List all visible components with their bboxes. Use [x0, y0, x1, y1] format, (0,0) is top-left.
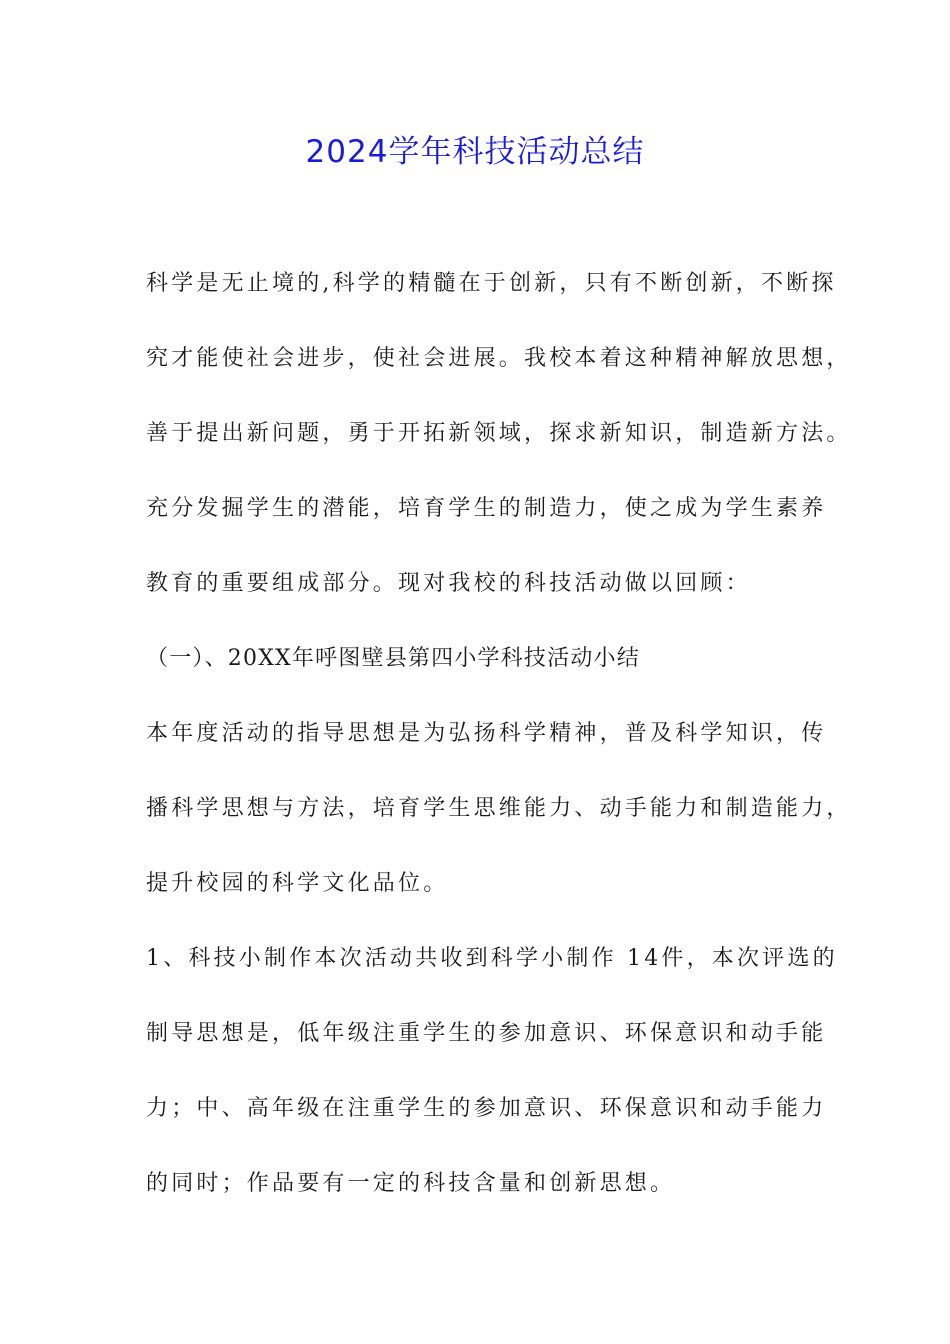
- paragraph-line: 究才能使社会进步，使社会进展。我校本着这种精神解放思想，: [146, 346, 852, 371]
- paragraph-line: 1、科技小制作本次活动共收到科学小制作 14件，本次评选的: [146, 946, 838, 971]
- paragraph-line: 力；中、高年级在注重学生的参加意识、环保意识和动手能力: [146, 1096, 827, 1121]
- paragraph-line: 的同时；作品要有一定的科技含量和创新思想。: [146, 1171, 676, 1196]
- paragraph-line: 提升校园的科学文化品位。: [146, 871, 449, 896]
- page-title: 2024学年科技活动总结: [305, 134, 645, 170]
- paragraph-line: 善于提出新问题，勇于开拓新领域，探求新知识，制造新方法。: [146, 421, 852, 446]
- paragraph-line: 制导思想是，低年级注重学生的参加意识、环保意识和动手能: [146, 1021, 827, 1046]
- paragraph-line: 播科学思想与方法，培育学生思维能力、动手能力和制造能力，: [146, 796, 852, 821]
- paragraph-line: 本年度活动的指导思想是为弘扬科学精神，普及科学知识，传: [146, 721, 827, 746]
- paragraph-line: 科学是无止境的,科学的精髓在于创新，只有不断创新，不断探: [146, 271, 837, 296]
- section-heading: （一）、20XX年呼图壁县第四小学科技活动小结: [146, 646, 640, 671]
- paragraph-line: 充分发掘学生的潜能，培育学生的制造力，使之成为学生素养: [146, 496, 827, 521]
- paragraph-line: 教育的重要组成部分。现对我校的科技活动做以回顾：: [146, 571, 751, 596]
